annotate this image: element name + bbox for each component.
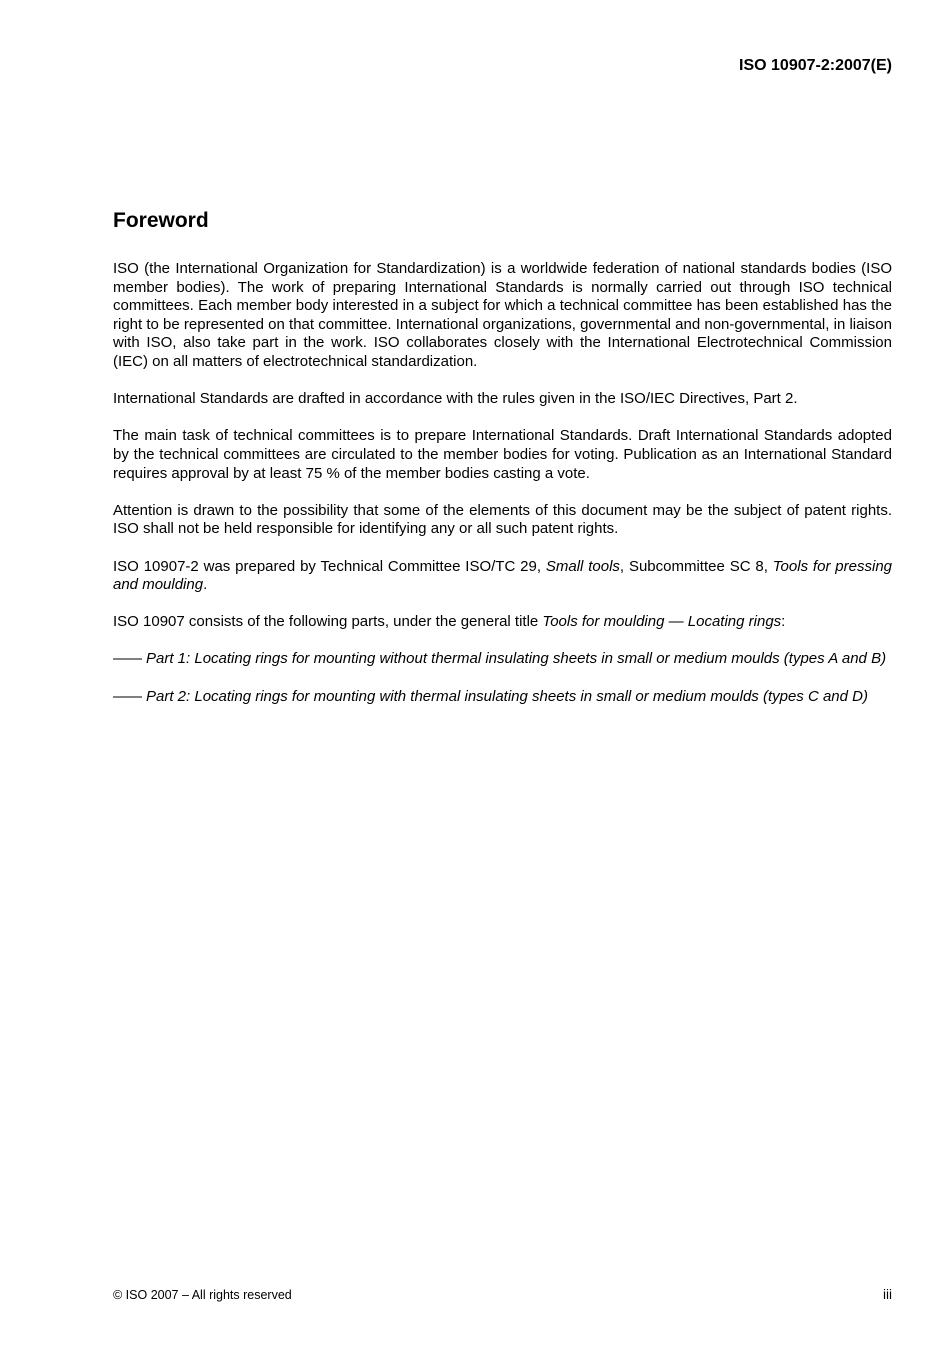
list-item-part-2 <box>113 688 892 707</box>
foreword-body <box>113 260 892 726</box>
parts-intro-text-2: : <box>781 613 786 631</box>
parts-intro-text-1: ISO 10907 consists of the following parts, under the general title <box>113 613 543 631</box>
list-item-part-1 <box>113 650 892 669</box>
subcommittee-title: Tools for pressing and moulding <box>113 557 892 594</box>
footer-page-number: iii <box>883 1287 892 1302</box>
list-dash: —— <box>113 650 141 668</box>
paragraph-iso-overview: ISO (the International Organization for Standardization) is a worldwide federation of national standards bodies (ISO member bodies). The work of preparing International Standards is normally carried out through ISO technical committees. Each member body interested in a subject for which a technical committee has been established has the right to be represented on that committee. International organizations, governmental and non-governmental, in liaison with ISO, also take part in the work. ISO collaborates closely with the International Electrotechnical Commission (IEC) on all matters of electrotechnical standardization. <box>113 260 892 370</box>
prepared-by-text-1: ISO 10907-2 was prepared by Technical Committee ISO/TC 29, <box>113 557 546 575</box>
prepared-by-text-3: . <box>203 576 208 594</box>
paragraph-prepared-by <box>113 558 892 595</box>
paragraph-directives: International Standards are drafted in accordance with the rules given in the ISO/IEC Directives, Part 2. <box>113 390 798 408</box>
prepared-by-text-2: , Subcommittee SC 8, <box>619 557 773 575</box>
paragraph-parts-intro <box>113 613 892 632</box>
paragraph-patent-rights: Attention is drawn to the possibility that some of the elements of this document may be the subject of patent rights. ISO shall not be held responsible for identifying any or all such patent rights. <box>113 501 892 538</box>
part-1-title: Part 1: Locating rings for mounting without thermal insulating sheets in small or medium moulds (types A and B) <box>146 650 887 668</box>
parts-list <box>113 650 892 706</box>
page-title: Foreword <box>113 209 209 232</box>
footer-copyright: © ISO 2007 – All rights reserved <box>113 1288 292 1302</box>
list-dash: —— <box>113 688 141 706</box>
committee-title-small-tools: Small tools <box>545 557 620 575</box>
document-reference: ISO 10907-2:2007(E) <box>739 57 892 74</box>
part-2-title: Part 2: Locating rings for mounting with thermal insulating sheets in small or medium moulds (types C and D) <box>146 688 868 706</box>
paragraph-committee-task: The main task of technical committees is to prepare International Standards. Draft International Standards adopted by the technical committees are circulated to the member bodies for voting. Publication as an International Standard requires approval by at least 75 % of the member bodies casting a vote. <box>113 427 892 482</box>
general-title: Tools for moulding — Locating rings <box>542 613 782 631</box>
